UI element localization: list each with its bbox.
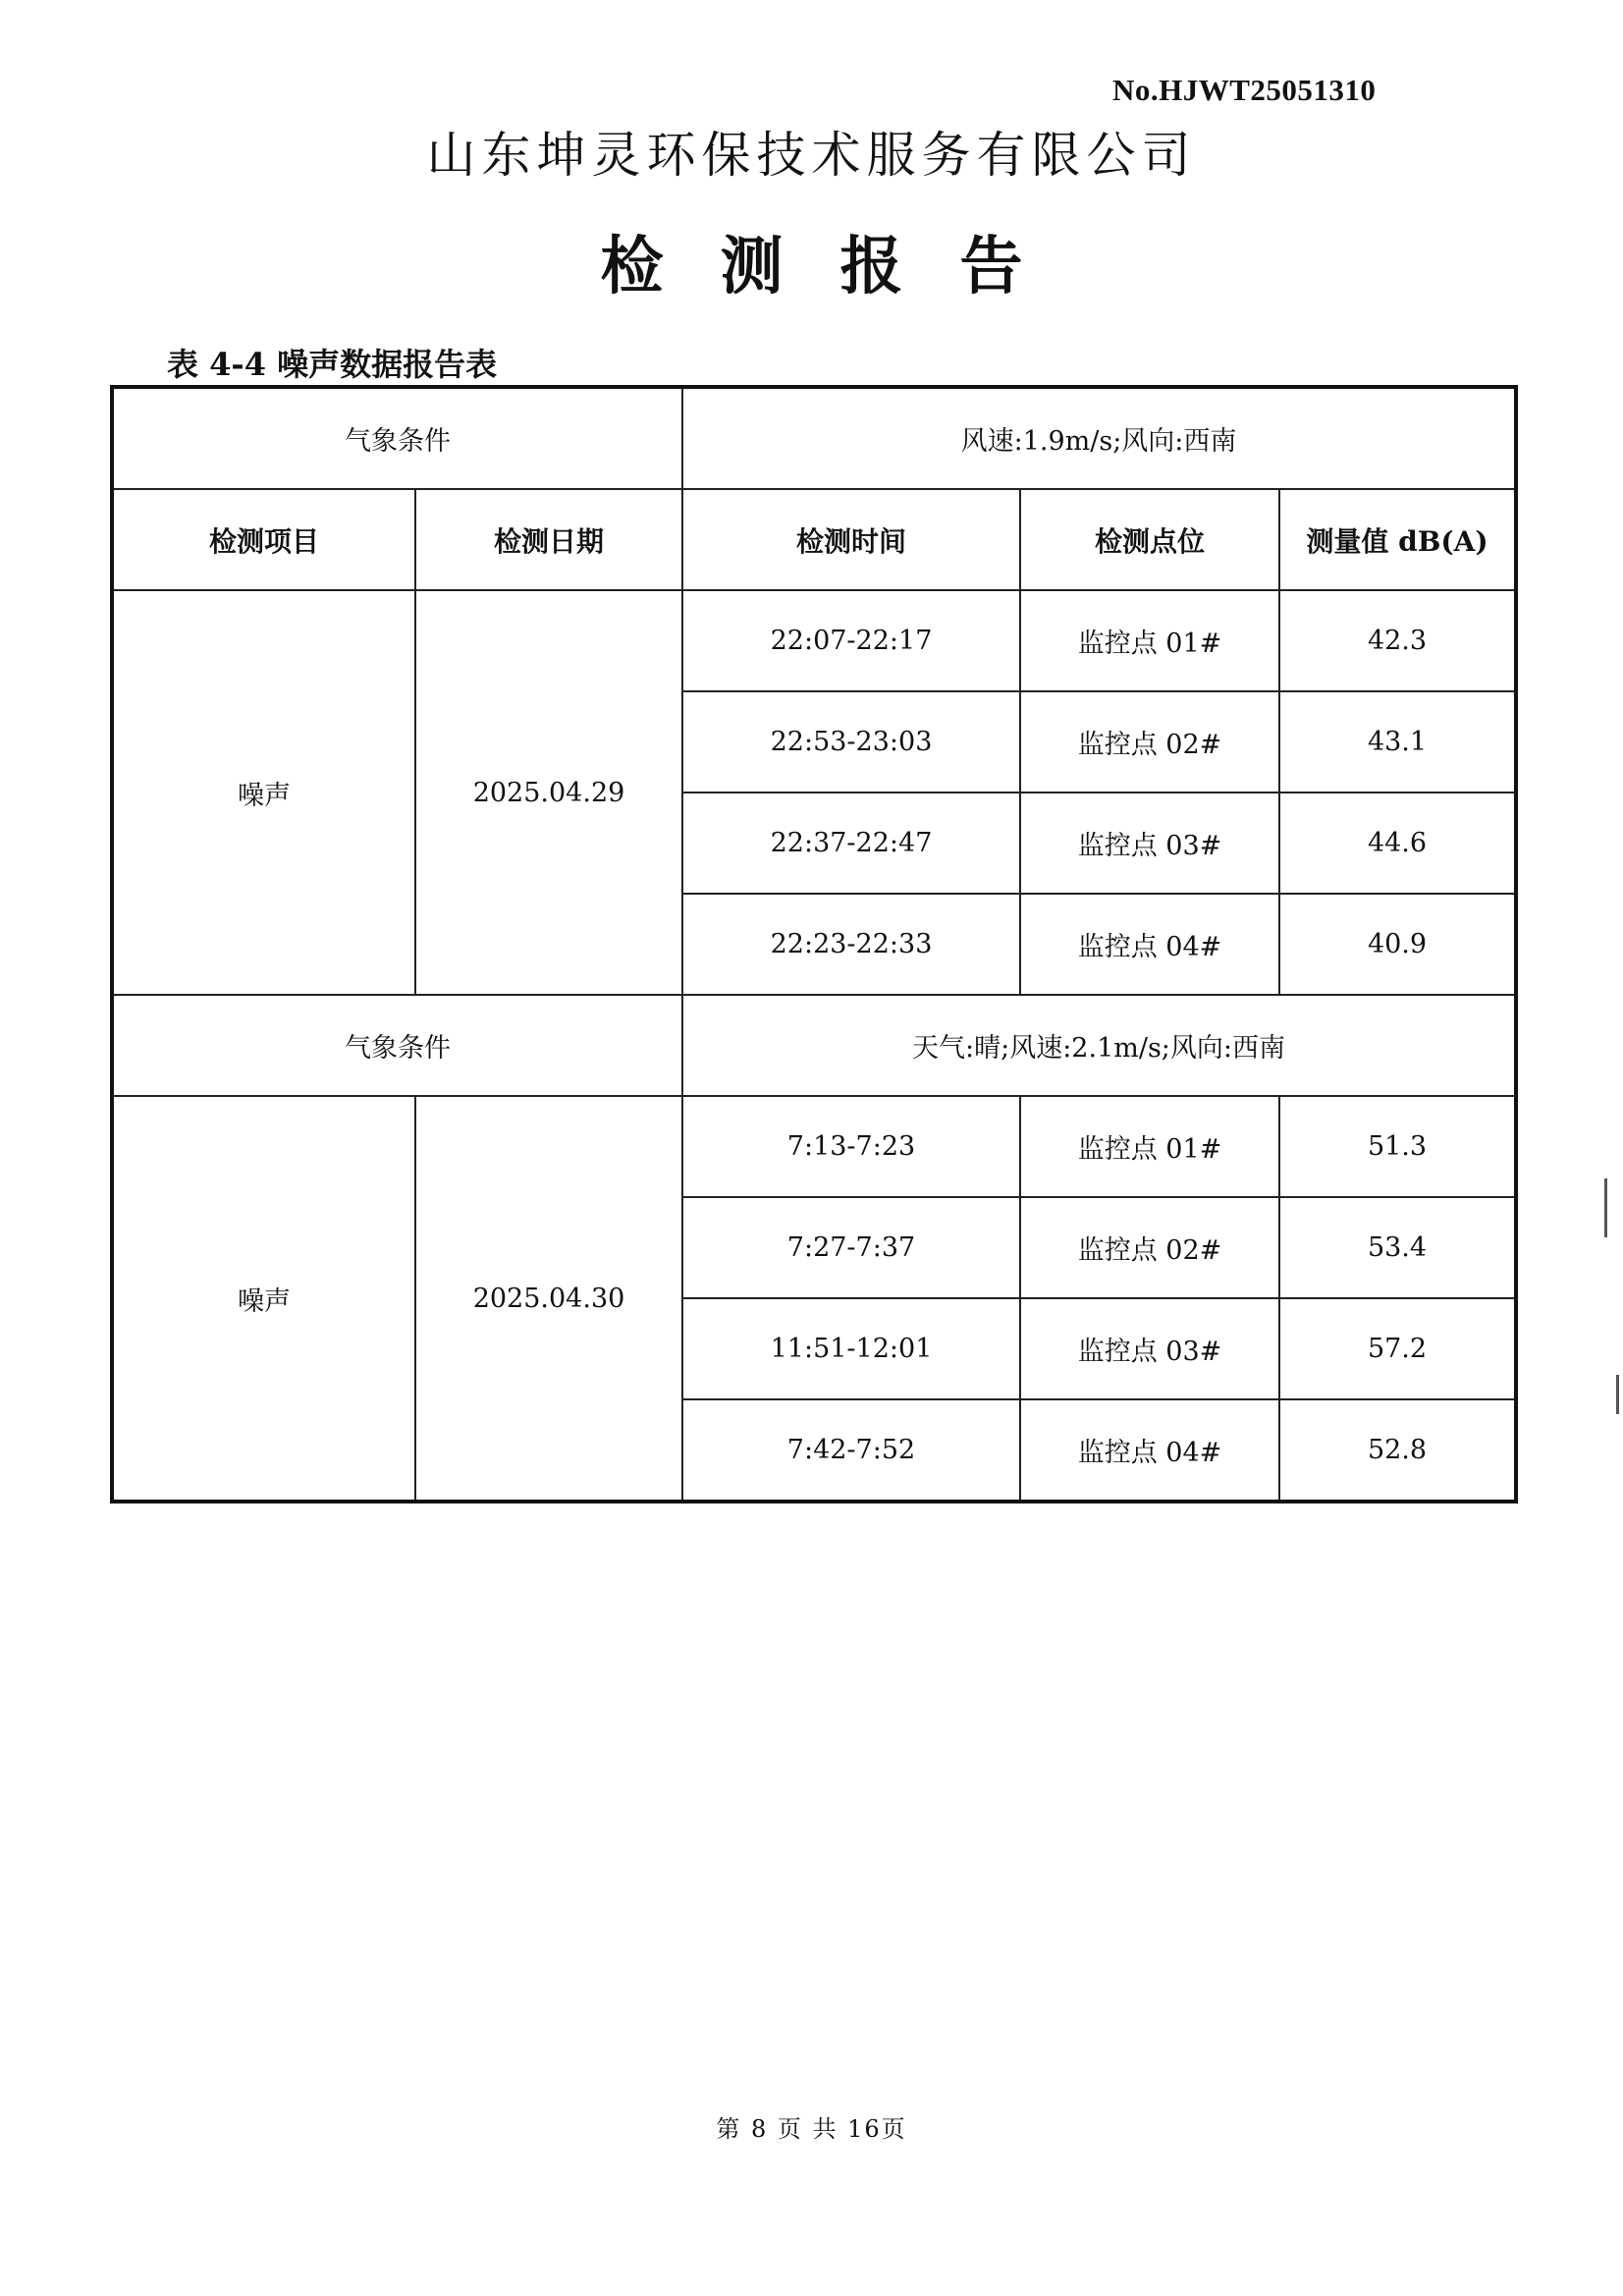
column-header-row [112,489,1516,590]
item-cell: 噪声 [112,590,415,995]
point-cell: 监控点 03# [1020,1298,1279,1399]
value-cell: 42.3 [1279,590,1516,691]
scan-artifact [1604,1178,1607,1237]
point-cell: 监控点 01# [1020,590,1279,691]
document-title: 检测报告 [600,230,1080,303]
table-caption: 表 4-4 噪声数据报告表 [167,346,498,383]
noise-data-table [110,385,1518,1503]
point-cell: 监控点 04# [1020,1399,1279,1502]
column-header-time: 检测时间 [682,489,1020,590]
value-cell: 51.3 [1279,1096,1516,1197]
value-cell: 44.6 [1279,793,1516,894]
weather-value-cell: 风速:1.9m/s;风向:西南 [682,387,1516,489]
value-cell: 40.9 [1279,894,1516,995]
time-cell: 22:53-23:03 [682,691,1020,793]
value-cell: 57.2 [1279,1298,1516,1399]
weather-row [112,995,1516,1096]
point-cell: 监控点 02# [1020,1197,1279,1298]
table-row [112,590,1516,691]
time-cell: 22:07-22:17 [682,590,1020,691]
point-cell: 监控点 03# [1020,793,1279,894]
weather-label-cell: 气象条件 [112,995,682,1096]
time-cell: 22:23-22:33 [682,894,1020,995]
page-number: 第 8 页 共 16页 [716,2115,907,2143]
value-cell: 52.8 [1279,1399,1516,1502]
time-cell: 7:27-7:37 [682,1197,1020,1298]
table-row [112,1096,1516,1197]
date-cell: 2025.04.30 [415,1096,682,1502]
column-header-date: 检测日期 [415,489,682,590]
time-cell: 7:42-7:52 [682,1399,1020,1502]
report-number: No.HJWT25051310 [1112,73,1377,107]
weather-row [112,387,1516,489]
time-cell: 11:51-12:01 [682,1298,1020,1399]
value-cell: 53.4 [1279,1197,1516,1298]
value-cell: 43.1 [1279,691,1516,793]
date-cell: 2025.04.29 [415,590,682,995]
point-cell: 监控点 04# [1020,894,1279,995]
column-header-item: 检测项目 [112,489,415,590]
company-name: 山东坤灵环保技术服务有限公司 [426,127,1197,184]
point-cell: 监控点 01# [1020,1096,1279,1197]
item-cell: 噪声 [112,1096,415,1502]
time-cell: 7:13-7:23 [682,1096,1020,1197]
point-cell: 监控点 02# [1020,691,1279,793]
scan-artifact [1616,1375,1619,1414]
time-cell: 22:37-22:47 [682,793,1020,894]
column-header-value: 测量值 dB(A) [1279,489,1516,590]
column-header-point: 检测点位 [1020,489,1279,590]
weather-label-cell: 气象条件 [112,387,682,489]
weather-value-cell: 天气:晴;风速:2.1m/s;风向:西南 [682,995,1516,1096]
